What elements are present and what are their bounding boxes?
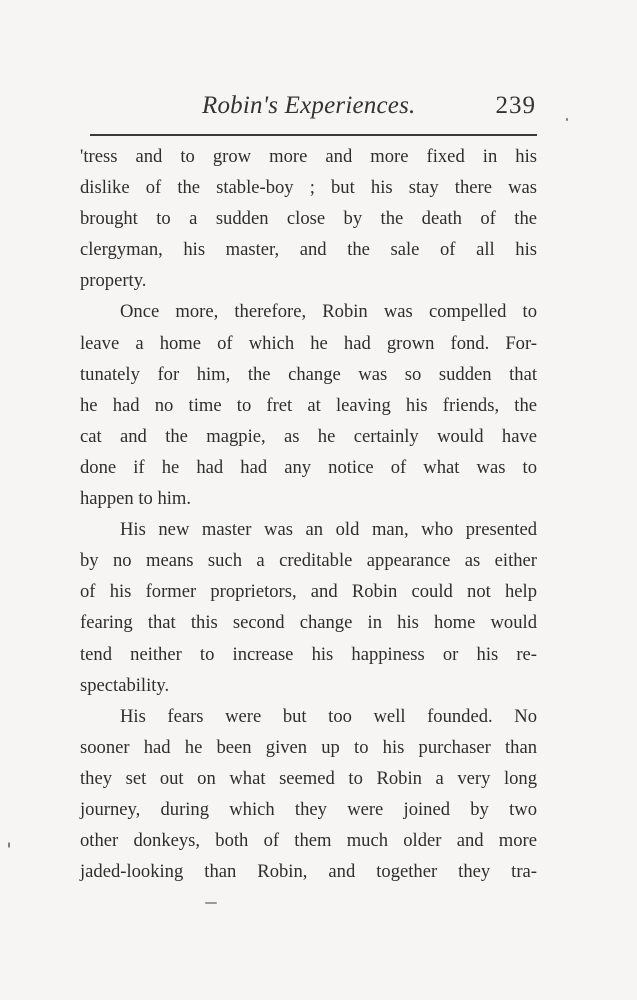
page-number: 239 xyxy=(495,92,536,119)
paper-speck xyxy=(8,842,10,848)
text-line: of his former proprietors, and Robin could not help xyxy=(80,581,537,603)
paper-speck xyxy=(205,902,217,904)
header-rule xyxy=(90,134,537,136)
text-line: journey, during which they were joined by two xyxy=(80,798,537,820)
text-line: dislike of the stable-boy ; but his stay there was xyxy=(80,177,537,199)
text-line: His new master was an old man, who presented xyxy=(120,519,537,541)
body-text xyxy=(80,141,537,887)
running-title: Robin's Experiences. xyxy=(202,92,416,119)
paragraph-1 xyxy=(80,141,537,296)
text-line: done if he had had any notice of what was to xyxy=(80,456,537,478)
text-line: clergyman, his master, and the sale of all his xyxy=(80,239,537,261)
text-line: jaded-looking than Robin, and together they tra- xyxy=(80,861,537,883)
text-line: other donkeys, both of them much older and more xyxy=(80,830,537,852)
text-line: tend neither to increase his happiness or his re- xyxy=(80,643,537,665)
paragraph-2 xyxy=(80,296,537,514)
text-line: tunately for him, the change was so sudden that xyxy=(80,363,537,385)
page-header xyxy=(78,92,544,128)
text-line: cat and the magpie, as he certainly would have xyxy=(80,425,537,447)
text-line: Once more, therefore, Robin was compelled to xyxy=(120,301,537,323)
text-line: sooner had he been given up to his purchaser than xyxy=(80,736,537,758)
text-line: happen to him. xyxy=(80,488,192,510)
text-line: he had no time to fret at leaving his friends, the xyxy=(80,394,537,416)
text-line: brought to a sudden close by the death of the xyxy=(80,208,537,230)
text-line: they set out on what seemed to Robin a very long xyxy=(80,767,537,789)
text-line: 'tress and to grow more and more fixed in his xyxy=(80,146,537,167)
paragraph-4 xyxy=(80,701,537,888)
text-line: leave a home of which he had grown fond. For- xyxy=(80,332,537,354)
paragraph-3 xyxy=(80,514,537,701)
text-line: by no means such a creditable appearance as either xyxy=(80,550,537,572)
text-line: His fears were but too well founded. No xyxy=(120,705,537,727)
text-line: fearing that this second change in his home would xyxy=(80,612,537,634)
text-line: spectability. xyxy=(80,674,170,696)
paper-speck xyxy=(566,118,568,121)
text-line: property. xyxy=(80,270,147,292)
